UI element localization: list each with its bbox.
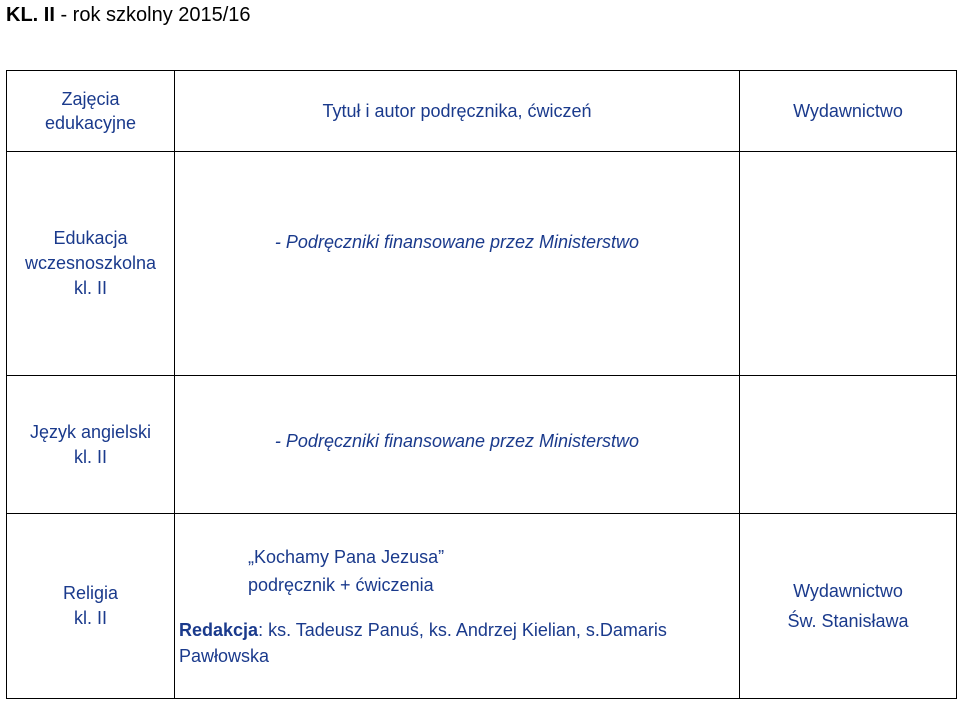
book-title-block bbox=[175, 543, 739, 599]
subject-line: Edukacja bbox=[53, 228, 128, 248]
header-subject-line2: edukacyjne bbox=[44, 113, 137, 133]
publisher-line: Wydawnictwo bbox=[793, 581, 903, 601]
document-title bbox=[6, 3, 251, 27]
publisher-line: Św. Stanisława bbox=[787, 611, 909, 631]
editors-label: Redakcja bbox=[179, 620, 259, 640]
publisher-cell bbox=[740, 152, 957, 376]
book-cell bbox=[175, 514, 740, 699]
subject-cell bbox=[7, 152, 175, 376]
book-title: „Kochamy Pana Jezusa” bbox=[248, 547, 445, 567]
subject-cell bbox=[7, 514, 175, 699]
school-year: - rok szkolny 2015/16 bbox=[54, 4, 251, 26]
publisher-cell bbox=[740, 514, 957, 699]
table-row bbox=[7, 376, 957, 514]
subject-line: Religia bbox=[62, 583, 119, 603]
header-title-author: Tytuł i autor podręcznika, ćwiczeń bbox=[175, 71, 740, 152]
book-subtitle: podręcznik + ćwiczenia bbox=[248, 575, 434, 595]
book-cell: - Podręczniki finansowane przez Ministerstwo bbox=[175, 376, 740, 514]
table-header-row bbox=[7, 71, 957, 152]
subject-line: kl. II bbox=[73, 608, 107, 628]
book-cell: - Podręczniki finansowane przez Ministerstwo bbox=[175, 152, 740, 376]
table-row bbox=[7, 152, 957, 376]
subject-cell bbox=[7, 376, 175, 514]
header-subject bbox=[7, 71, 175, 152]
editors bbox=[175, 617, 739, 669]
subject-line: Język angielski bbox=[29, 421, 152, 442]
header-publisher: Wydawnictwo bbox=[740, 71, 957, 152]
class-label: KL. II bbox=[6, 4, 55, 26]
subject-line: kl. II bbox=[73, 278, 107, 298]
textbook-table bbox=[6, 70, 957, 699]
editors-names-cont: Pawłowska bbox=[179, 646, 270, 666]
editors-names: : ks. Tadeusz Panuś, ks. Andrzej Kielian, s.Damaris bbox=[258, 620, 667, 640]
header-subject-line1: Zajęcia bbox=[61, 89, 120, 109]
subject-line: wczesnoszkolna bbox=[24, 253, 157, 273]
subject-line: kl. II bbox=[73, 446, 107, 467]
table-row bbox=[7, 514, 957, 699]
publisher-cell bbox=[740, 376, 957, 514]
